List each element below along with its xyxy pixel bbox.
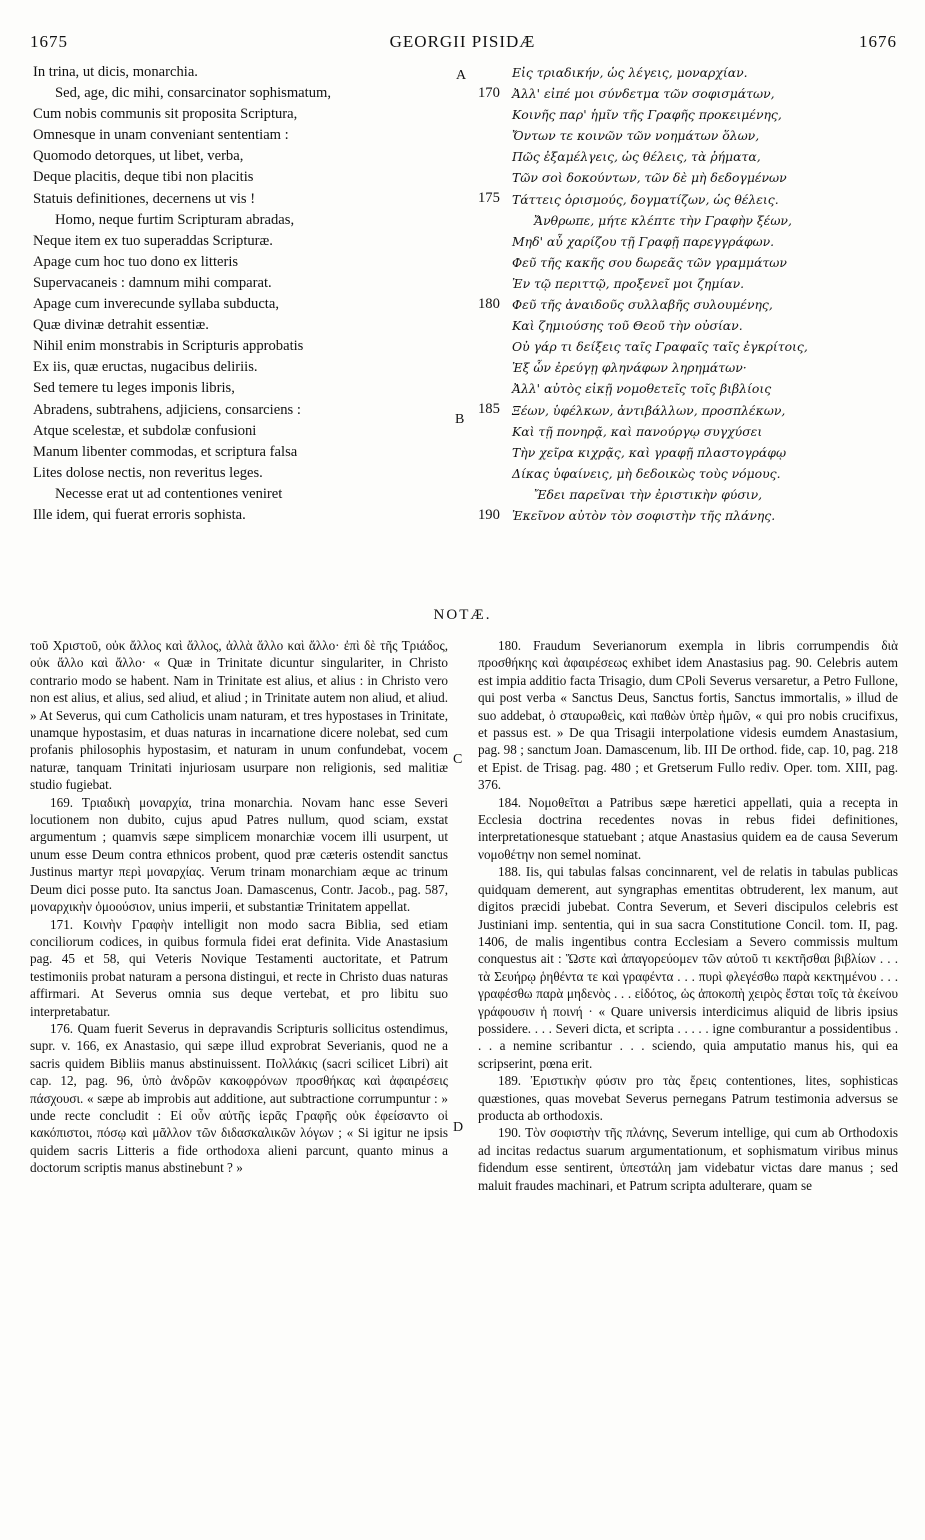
greek-line: Τάττεις ὁρισμούς, δογματίζων, ὡς θέλεις.	[512, 191, 779, 207]
greek-line: Ἄνθρωπε, μήτε κλέπτε τὴν Γραφὴν ξέων,	[534, 212, 792, 228]
greek-line: Τῶν σοὶ δοκούντων, τῶν δὲ μὴ δεδογμένων	[512, 170, 787, 186]
greek-line: Κοινῆς παρ' ἡμῖν τῆς Γραφῆς προκειμένης,	[512, 107, 782, 123]
latin-line: Supervacaneis : damnum mihi comparat.	[33, 274, 272, 291]
margin-letter-b: B	[455, 412, 465, 427]
greek-line: Καὶ τῇ πονηρᾷ, καὶ πανούργῳ συγχύσει	[512, 423, 763, 439]
latin-line: Cum nobis communis sit proposita Scriptura,	[33, 106, 298, 123]
note-paragraph: 188. Iis, qui tabulas falsas concinnarent, vel de relatis in tabulas publicas quidquam demerent, aut syngraphas ementitas obtruderent, lex manum, aut digitos præcidi jubebat. Contra Severum, et Severi discipulos celebris est Justiniani imp. sententia, qui in sua sacra Constitutione Concil. tom. II, pag. 1406, de malis ingentibus contra Ecclesiam a Severo commissis multum conquestus ait : Ὥστε καὶ ἀπαγορεύομεν τῶν αὐτοῦ τι κεκτῆσθαι βιβλίων . . . τὰ Σευήρῳ ῥηθέντα τε καὶ γραφέντα . . . πυρὶ φλεγέσθω παρὰ κεκτημένου . . . γραφέσθω παρὰ μηδενὸς . . . εἰδότος, ὡς ἀποκοπὴ χειρὸς ἔσται τοῖς τὰ ἐκείνου γράφουσιν ἡ ποινή · « Quare universis interdicimus aliquid de libris ipsius possidere. . . . Severi dicta, et scripta . . . . . igne comburantur a possidentibus . . . a nemine scribantur . . . sciendo, quia amputatio manus his, qui ea scripserint, pœna erit.	[478, 864, 898, 1071]
verse-number: 185	[478, 401, 500, 417]
greek-line: Ξέων, ὑφέλκων, ἀντιβάλλων, προσπλέκων,	[512, 402, 786, 418]
latin-line: Abradens, subtrahens, adjiciens, consarciens :	[33, 401, 301, 418]
notes-left-column	[30, 637, 448, 1177]
page-number-left: 1675	[30, 32, 68, 51]
note-paragraph: 189. Ἐριστικὴν φύσιν pro τὰς ἔρεις contentiones, lites, sophisticas quæstiones, quas movebat Severus pernegans Patrum testimonia adversus se producta ab orthodoxis.	[478, 1073, 898, 1123]
greek-line: Εἰς τριαδικήν, ὡς λέγεις, μοναρχίαν.	[512, 65, 748, 80]
latin-line: Apage cum hoc tuo dono ex litteris	[33, 253, 239, 270]
greek-line: Φεῦ τῆς κακῆς σου δωρεᾶς τῶν γραμμάτων	[512, 254, 787, 270]
latin-line: Neque item ex tuo superaddas Scripturæ.	[33, 232, 273, 249]
note-paragraph: 184. Νομοθεῖται a Patribus sæpe hæretici appellati, quia a recepta in Ecclesia doctrina recedentes novas in rebus fidei definitiones, interpretationesque statuebant ; atque Anastasius quidem ea de causa Severum νομοθέτην non semel nominat.	[478, 794, 898, 862]
margin-letter-a: A	[456, 68, 467, 83]
greek-line: Ἔδει παρεῖναι τὴν ἐριστικὴν φύσιν,	[534, 486, 763, 502]
greek-line: Τὴν χεῖρα κιχρᾷς, καὶ γραφῇ πλαστογράφῳ	[512, 444, 787, 460]
greek-line: Ἐν τῷ περιττῷ, προξενεῖ μοι ζημίαν.	[512, 275, 745, 291]
latin-verse-column	[33, 62, 331, 526]
verse-number: 170	[478, 85, 500, 101]
page-number-right: 1676	[859, 32, 897, 51]
latin-line: Necesse erat ut ad contentiones veniret	[55, 485, 283, 502]
greek-line: Φεῦ τῆς ἀναιδοῦς συλλαβῆς συλουμένης,	[512, 297, 773, 313]
greek-line: Ὄντων τε κοινῶν τῶν νοημάτων ὅλων,	[512, 128, 760, 144]
latin-line: Lites dolose nectis, non reveritus leges.	[33, 464, 263, 481]
notes-heading: NOTÆ.	[433, 607, 492, 623]
greek-line: Μηδ' αὖ χαρίζου τῇ Γραφῇ παρεγγράφων.	[512, 233, 775, 249]
latin-line: Sed, age, dic mihi, consarcinator sophismatum,	[55, 85, 332, 102]
note-paragraph: 169. Τριαδικὴ μοναρχία, trina monarchia. Novam hanc esse Severi locutionem non dubito, cujus apud Patres nullum, quod sciam, exstat argumentum ; quamvis sæpe simplicem monarchiæ vocem illi usurpent, ut unum esse Deum contra ethnicos probent, quod præ cæteris ostendit sanctus Justinus martyr περὶ μοναρχίας. Verum trinam monarchiam æque ac trinum Deum dici posse puto. Ita sanctus Joan. Damascenus, Contr. Jacob., pag. 587, μοναρχικὴν ὁμοούσιον, unius imperii, et substantiæ Trinitatem appellat.	[30, 794, 448, 915]
greek-line: Οὐ γάρ τι δείξεις ταῖς Γραφαῖς ταῖς ἐγκρίτοις,	[512, 339, 808, 355]
greek-line: Πῶς ἐξαμέλγεις, ὡς θέλεις, τὰ ῥήματα,	[512, 149, 761, 165]
latin-line: Apage cum inverecunde syllaba subducta,	[33, 296, 279, 313]
greek-line: Ἐξ ὧν ἐρεύγῃ φληνάφων ληρημάτων·	[512, 360, 747, 376]
margin-letter-d: D	[453, 1120, 464, 1135]
note-paragraph: 190. Τὸν σοφιστὴν τῆς πλάνης, Severum intellige, qui cum ab Orthodoxis ad incitas redactus suarum argumentationum, et sophismatum viribus minus fidendum esse sentirent, ὑπεστάλη jam videbatur victas dare manus ; sed maluit fraudes machinari, et Patrum scripta adulterare, quam se	[478, 1125, 898, 1193]
latin-line: Statuis definitiones, decernens ut vis !	[33, 190, 256, 207]
note-paragraph: 176. Quam fuerit Severus in depravandis Scripturis sollicitus ostendimus, supr. v. 166, ex Anastasio, qui sæpe illud exprobrat Severianis, quod ne a sacris quidem Bibliis manus abstinuissent. Πολλάκις (sacri scilicet Libri) ait cap. 12, pag. 96, ὑπὸ ἀνδρῶν κακοφρόνων προσθήκας καὶ ἀφαιρέσεις πάσχουσι. « sæpe ab improbis aut additione, aut subtractione corrumpuntur : » unde recte concludit : Εἰ οὖν αὐτῆς ἱερᾶς Γραφῆς οὐκ ἐφείσαντο οἱ κακόπιστοι, πόσῳ καὶ μᾶλλον τῶν διδασκαλικῶν λόγων ; « Si igitur ne ipsis quidem sacris Litteris a fide orthodoxa alieni parcunt, quanto minus a doctorum scriptis manus abstinebunt ? »	[30, 1020, 448, 1176]
greek-line: Ἀλλ' αὐτὸς εἰκῇ νομοθετεῖς τοῖς βιβλίοις	[512, 381, 772, 397]
notes-right-column	[478, 637, 898, 1194]
verse-number: 180	[478, 296, 500, 312]
note-paragraph: 180. Fraudum Severianorum exempla in libris corrumpendis διὰ προσθήκης καὶ ἀφαιρέσεως exhibet idem Anastasius pag. 90. Celebris autem est impia additio facta Trisagio, dum CPoli Severus versaretur, a Petro Fullone, qui post verba « Sanctus Deus, Sanctus fortis, Sanctus immortalis, » illud de suo addebat, ὁ σταυρωθεὶς, καὶ παθὼν ὑπὲρ ἡμῶν, « qui pro nobis crucifixus, et passus est. » De qua Trisagii interpolatione videsis eumdem Anastasium, pag. 98 ; sanctum Joan. Damascenum, lib. III De orthod. fide, cap. 10, pag. 218 et Epist. de Trisag. pag. 480 ; et Gretserum Fullo rediv. Oper. tom. XIII, pag. 376.	[478, 638, 898, 793]
note-paragraph: 171. Κοινὴν Γραφὴν intelligit non modo sacra Biblia, sed etiam conciliorum codices, in quibus formula fidei erat definita. Vide Anastasium pag. 45 et 58, qui Veteris Novique Testamenti auctoritate, et Patrum testimoniis probat naturam a persona distingui, et recte in Christo duas naturas affirmari. At Severus omnia sus deque vertebat, et pro libitu suo interpretabatur.	[30, 916, 448, 1019]
latin-line: Atque scelestæ, et subdolæ confusioni	[33, 422, 257, 439]
verse-number: 190	[478, 507, 500, 523]
latin-line: Manum libenter commodas, et scriptura falsa	[33, 443, 298, 460]
latin-line: Ex iis, quæ eructas, nugacibus deliriis.	[33, 359, 258, 376]
greek-verse-column	[512, 62, 808, 526]
latin-line: Deque placitis, deque tibi non placitis	[33, 169, 254, 186]
greek-line: Ἀλλ' εἰπέ μοι σύνδετμα τῶν σοφισμάτων,	[512, 86, 775, 102]
greek-line: Ἐκεῖνον αὐτὸν τὸν σοφιστὴν τῆς πλάνης.	[512, 507, 776, 523]
latin-line: Homo, neque furtim Scripturam abradas,	[55, 211, 295, 228]
latin-line: Quomodo detorques, ut libet, verba,	[33, 148, 244, 165]
latin-line: Sed temere tu leges imponis libris,	[33, 380, 235, 397]
latin-line: Ille idem, qui fuerat erroris sophista.	[33, 506, 246, 523]
note-paragraph: τοῦ Χριστοῦ, οὐκ ἄλλος καὶ ἄλλος, ἀλλὰ ἄλλο καὶ ἄλλο· ἐπὶ δὲ τῆς Τριάδος, οὐκ ἄλλο καὶ ἄλλο· « Quæ in Trinitate dicuntur singulariter, in Christo contrario modo se habent. Nam in Trinitate est alius, et alius : in Christo vero non est alius, et alius, sed aliud, et aliud ; in Trinitate autem non aliud, et aliud. » At Severus, qui cum Catholicis unam naturam, et tres hypostases in Trinitate, unamque hypostasim, et duas naturas in incarnatione dicere nolebat, sed cum profanis philosophis hypostasim, et naturam in unum confundebat, vocem naturæ, tanquam Trinitati injuriosam usurpare non religionis, sed malitiæ studio fugiebat.	[30, 638, 448, 793]
margin-letter-c: C	[453, 752, 463, 767]
latin-line: Nihil enim monstrabis in Scripturis approbatis	[33, 338, 304, 355]
verse-number: 175	[478, 190, 500, 206]
greek-line: Καὶ ζημιούσης τοῦ Θεοῦ τὴν οὐσίαν.	[512, 318, 743, 334]
running-title: GEORGII PISIDÆ	[389, 32, 536, 51]
latin-line: In trina, ut dicis, monarchia.	[33, 64, 198, 80]
greek-line: Δίκας ὑφαίνεις, μὴ δεδοικὼς τοὺς νόμους.	[512, 465, 781, 481]
latin-line: Quæ divinæ detrahit essentiæ.	[33, 317, 209, 334]
latin-line: Omnesque in unam conveniant sententiam :	[33, 127, 289, 144]
